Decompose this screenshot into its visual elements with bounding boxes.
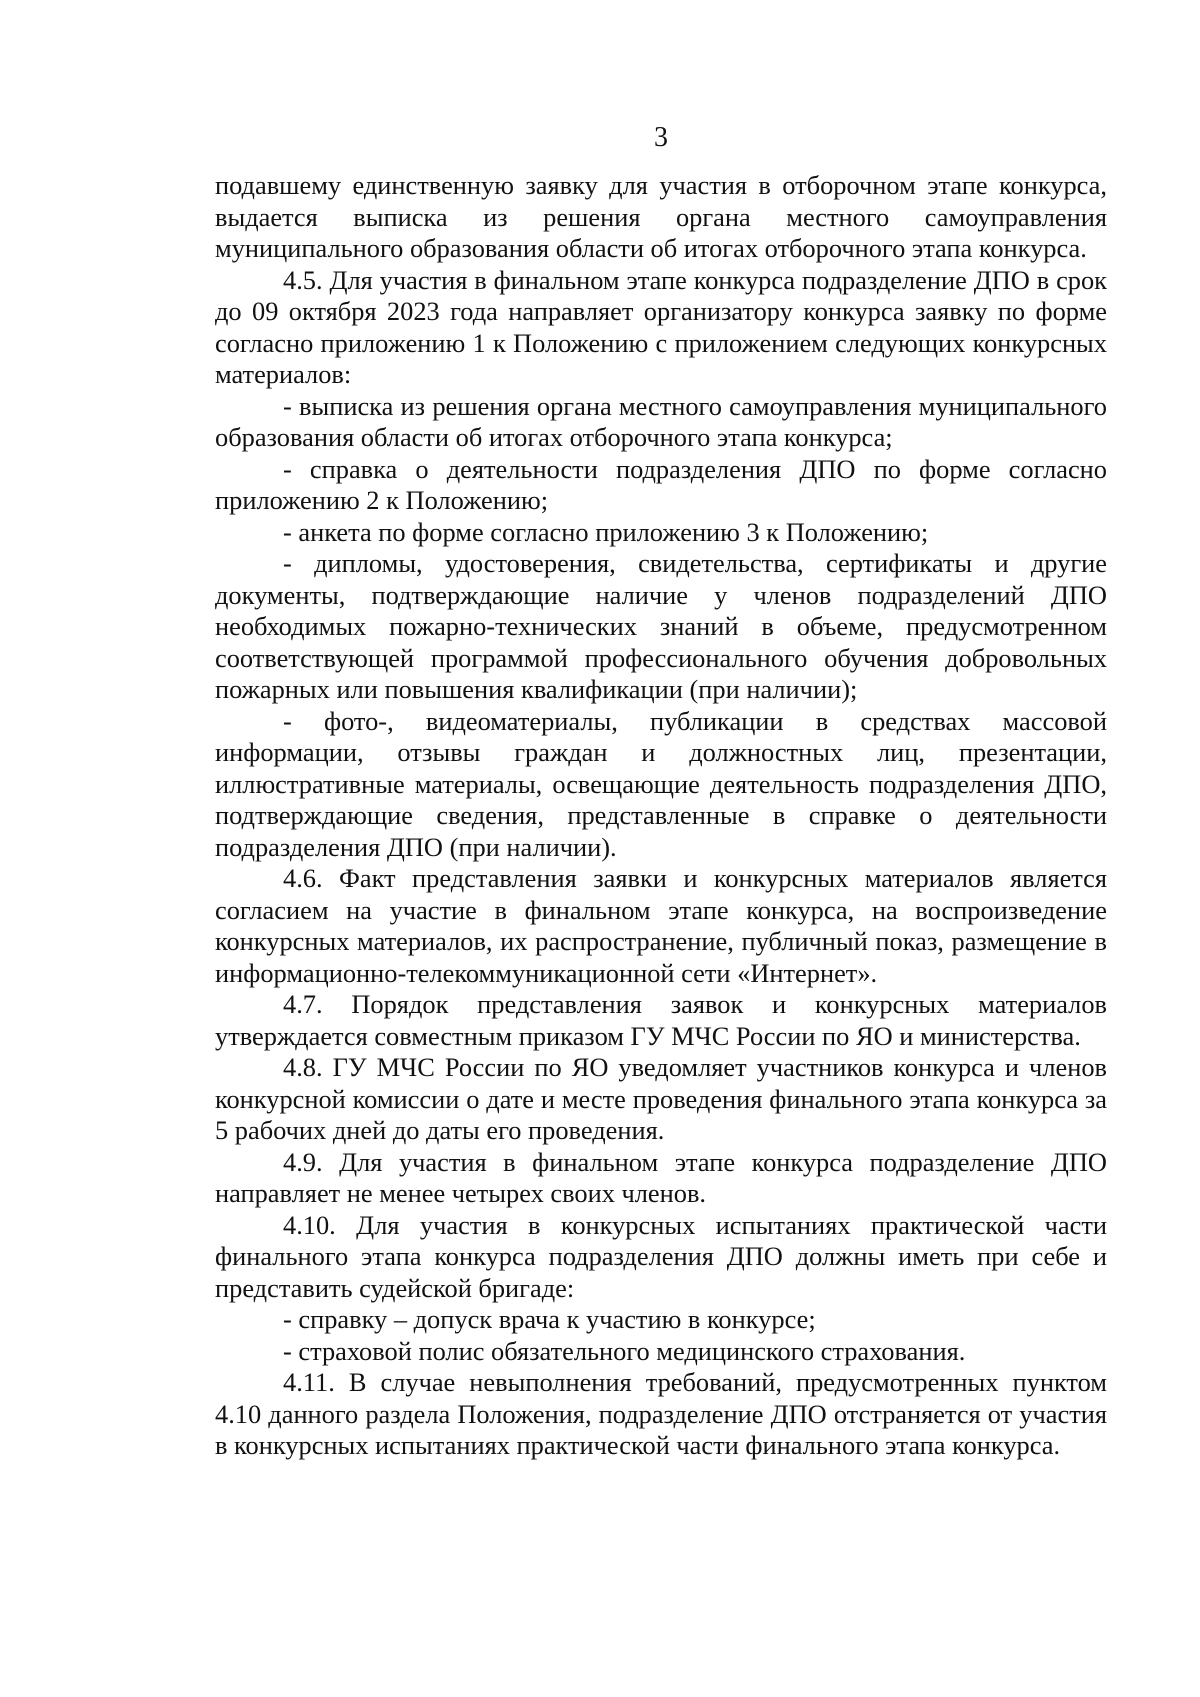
list-item-medical-clearance: - справку – допуск врача к участию в конкурсе; (283, 1304, 816, 1334)
paragraph-4-8: 4.8. ГУ МЧС России по ЯО уведомляет участников конкурса и членов конкурсной комиссии о дате и месте проведения финального этапа конкурса за 5 рабочих дней до даты его проведения. (215, 1052, 1107, 1145)
list-item-certificate: - справка о деятельности подразделения ДПО по форме согласно приложению 2 к Положению; (215, 453, 1107, 515)
paragraph-4-10: 4.10. Для участия в конкурсных испытаниях практической части финального этапа конкурса подразделения ДПО должны иметь при себе и представить судейской бригаде: (215, 1209, 1107, 1303)
list-item-insurance: - страховой полис обязательного медицинского страхования. (283, 1335, 966, 1366)
paragraph-4-7: 4.7. Порядок представления заявок и конкурсных материалов утверждается совместным приказом ГУ МЧС России по ЯО и министерства. (215, 989, 1107, 1051)
list-item-questionnaire: - анкета по форме согласно приложению 3 к Положению; (283, 516, 929, 547)
paragraph-continuation: подавшему единственную заявку для участия в отборочном этапе конкурса, выдается выписка из решения органа местного самоуправления муниципального образования области об итогах отборочного этапа конкурса. (215, 170, 1107, 263)
paragraph-4-11: 4.11. В случае невыполнения требований, предусмотренных пунктом 4.10 данного раздела Положения, подразделение ДПО отстраняется от участия в конкурсных испытаниях практической части финального этапа конкурса. (215, 1367, 1107, 1460)
document-body (215, 170, 1107, 1462)
list-item-media: - фото-, видеоматериалы, публикации в средствах массовой информации, отзывы граждан и должностных лиц, презентации, иллюстративные материалы, освещающие деятельность подразделения ДПО, подтверждающие сведения, представленные в справке о деятельности подразделения ДПО (при наличии). (215, 705, 1107, 862)
paragraph-4-5: 4.5. Для участия в финальном этапе конкурса подразделение ДПО в срок до 09 октября 2023 года направляет организатору конкурса заявку по форме согласно приложению 1 к Положению с приложением следующих конкурсных материалов: (215, 264, 1107, 389)
paragraph-4-6: 4.6. Факт представления заявки и конкурсных материалов является согласием на участие в финальном этапе конкурса, на воспроизведение конкурсных материалов, их распространение, публичный показ, размещение в информационно-телекоммуникационной сети «Интернет». (215, 863, 1107, 988)
list-item-diplomas: - дипломы, удостоверения, свидетельства, сертификаты и другие документы, подтверждающие наличие у членов подразделений ДПО необходимых пожарно-технических знаний в объеме, предусмотренном соответствующей программой профессионального обучения добровольных пожарных или повышения квалификации (при наличии); (215, 548, 1107, 704)
list-item-extract: - выписка из решения органа местного самоуправления муниципального образования области об итогах отборочного этапа конкурса; (215, 390, 1107, 452)
paragraph-4-9: 4.9. Для участия в финальном этапе конкурса подразделение ДПО направляет не менее четырех своих членов. (215, 1146, 1107, 1208)
page-number: 3 (654, 122, 668, 153)
